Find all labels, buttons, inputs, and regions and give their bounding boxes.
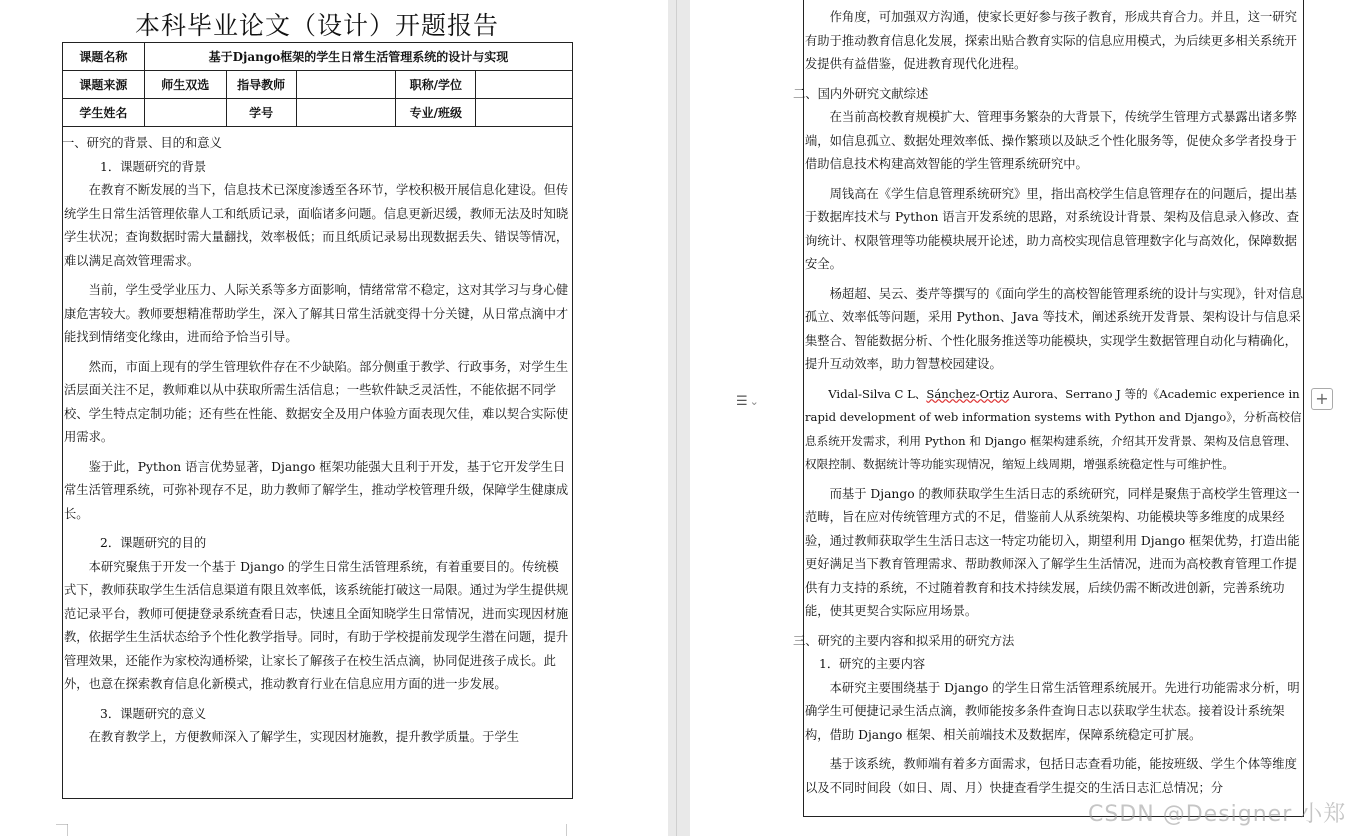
chevron-down-icon: ⌄ [749,395,759,408]
paragraph: 然而，市面上现有的学生管理软件存在不少缺陷。部分侧重于教学、行政事务，对学生生活层面关注不足，教师难以从中获取所需生活信息；一些软件缺乏灵活性，不能依据不同学校、学生特点定制功能；还有些在性能、数据安全及用户体验方面表现欠佳，难以契合实际使用需求。 [64,359,569,444]
source-label: 课题来源 [63,71,145,99]
section-heading: 一、研究的背景、目的和意义 [62,136,222,150]
subsection-heading: 2．课题研究的目的 [100,536,207,550]
ref-authors: Vidal-Silva C L、 [828,386,927,401]
title-degree-value[interactable] [476,71,573,99]
paragraph: 杨超超、吴云、娄芹等撰写的《面向学生的高校智能管理系统的设计与实现》，针对信息孤立、效率低等问题，采用 Python、Java 等技术，阐述系统开发背景、架构设计与信息采集整合、智能数据分析、个性化服务推送等功能模块，实现学生数据管理自动化与精确化，提升互动效率，助力智慧校园建设。 [805,286,1304,371]
ref-rest: Aurora、Serrano J 等的《Academic experience in rapid development of web information systems with Python and Django》，分析高校信息系统开发需求，利用 Python 和 Django 框架构建系统，介绍其开发背景、架构及信息管理、权限控制、数据统计等功能实现情况，缩短上线周期，增强系统稳定性与可维护性。 [805,386,1302,471]
layout-options-icon[interactable] [736,394,759,409]
advisor-value[interactable] [296,71,396,99]
paragraph: 基于该系统，教师端有着多方面需求，包括日志查看功能，能按班级、学生个体等维度以及不同时间段（如日、周、月）快捷查看学生提交的生活日志汇总情况；分 [805,757,1297,795]
major-class-label: 专业/班级 [396,99,476,127]
page-separator [676,0,677,836]
section-heading: 二、国内外研究文献综述 [793,86,929,101]
document-page-left [0,0,668,836]
paragraph: 周钱高在《学生信息管理系统研究》里，指出高校学生信息管理存在的问题后，提出基于数据库技术与 Python 语言开发系统的思路，对系统设计背景、架构及信息录入修改、查询统计、权限管理等功能模块展开论述，助力高校实现信息管理数字化与高效化，保障数据安全。 [805,186,1299,271]
paragraph: 在当前高校教育规模扩大、管理事务繁杂的大背景下，传统学生管理方式暴露出诸多弊端，如信息孤立、数据处理效率低、操作繁琐以及缺乏个性化服务等，促使众多学者投身于借助信息技术构建高效智能的学生管理系统研究中。 [805,110,1297,171]
source-value[interactable]: 师生双选 [144,71,226,99]
page-corner-mark [56,824,68,836]
page-corner-mark [566,824,578,836]
subsection-heading: 3．课题研究的意义 [100,706,207,721]
watermark-text: CSDN @Designer 小郑 [1088,802,1347,827]
paragraph: 在教育不断发展的当下，信息技术已深度渗透至各环节，学校积极开展信息化建设。但传统学生日常生活管理依靠人工和纸质记录，面临诸多问题。信息更新迟缓，教师无法及时知晓学生状况；查询数据时需大量翻找，效率极低；而且纸质记录易出现数据丢失、错误等情况，难以满足高效管理需求。 [64,183,569,268]
advisor-label: 指导教师 [226,71,296,99]
table-row [63,71,573,99]
student-id-value[interactable] [296,99,396,127]
section-heading: 三、研究的主要内容和拟采用的研究方法 [793,633,1015,648]
paragraph: 而基于 Django 的教师获取学生生活日志的系统研究，同样是聚焦于高校学生管理这一范畴，旨在应对传统管理方式的不足，借鉴前人从系统架构、功能模块等多维度的成果经验，通过教师获取学生生活日志这一特定功能切入，期望利用 Django 框架优势，打造出能更好满足当下教育管理需求、帮助教师深入了解学生生活情况，进而为高校教育管理工作提供有力支持的系统，不过随着教育和技术持续发展，后续仍需不断改进创新，完善系统功能，使其更契合实际应用场景。 [805,486,1300,618]
layout-icon: ☰ [736,394,748,409]
document-page-right [690,0,1353,836]
paragraph: 本研究主要围绕基于 Django 的学生日常生活管理系统展开。先进行功能需求分析，明确学生可便捷记录生活点滴，教师能按多条件查询日志以获取学生状态。接着设计系统架构，借助 Django 框架、相关前端技术及数据库，保障系统稳定可扩展。 [805,680,1300,742]
student-name-value[interactable] [144,99,226,127]
table-row [63,99,573,127]
table-row [63,43,573,71]
subsection-heading: 1．研究的主要内容 [819,657,926,671]
paragraph: 在教育教学上，方便教师深入了解学生，实现因材施教，提升教学质量。于学生 [88,730,519,744]
major-class-value[interactable] [476,99,573,127]
paragraph: 作角度，可加强双方沟通，使家长更好参与孩子教育，形成共育合力。并且，这一研究有助于推动教育信息化发展，探索出贴合教育实际的信息应用模式，为后续更多相关系统开发提供有益借鉴，促进教育现代化进程。 [805,10,1297,71]
ref-author-spellcheck: Sánchez-Ortiz [926,386,1010,401]
paragraph: 本研究聚焦于开发一个基于 Django 的学生日常生活管理系统，有着重要目的。传统模式下，教师获取学生生活信息渠道有限且效率低，该系统能打破这一局限。通过为学生提供规范记录平台，教师可便捷登录系统查看日志，快速且全面知晓学生日常情况，进而实现因材施教，依据学生生活状态给予个性化教学指导。同时，有助于学校提前发现学生潜在问题，提升管理效果，还能作为家校沟通桥梁，让家长了解孩子在校生活点滴，协同促进孩子成长。此外，也意在探索教育信息化新模式，推动教育行业在信息应用方面的进一步发展。 [64,559,569,691]
student-name-label: 学生姓名 [63,99,145,127]
content-text[interactable] [793,6,1305,800]
info-table [62,42,573,127]
content-text[interactable] [62,132,571,750]
paragraph: 鉴于此，Python 语言优势显著，Django 框架功能强大且利于开发，基于它开发学生日常生活管理系统，可弥补现存不足，助力教师了解学生，推动学校管理升级，保障学生健康成长。 [64,459,569,521]
topic-value[interactable]: 基于Django框架的学生日常生活管理系统的设计与实现 [144,43,572,71]
student-id-label: 学号 [226,99,296,127]
paragraph: 当前，学生受学业压力、人际关系等多方面影响，情绪常常不稳定，这对其学习与身心健康危害较大。教师要想精准帮助学生，深入了解其日常生活就变得十分关键，从日常点滴中才能找到情绪变化缘由，进而给予恰当引导。 [64,283,569,344]
report-title: 本科毕业论文（设计）开题报告 [134,11,499,40]
paragraph-reference [793,383,1305,483]
title-degree-label: 职称/学位 [396,71,476,99]
topic-label: 课题名称 [63,43,145,71]
add-button[interactable]: + [1311,388,1333,410]
subsection-heading: 1．课题研究的背景 [100,159,207,174]
